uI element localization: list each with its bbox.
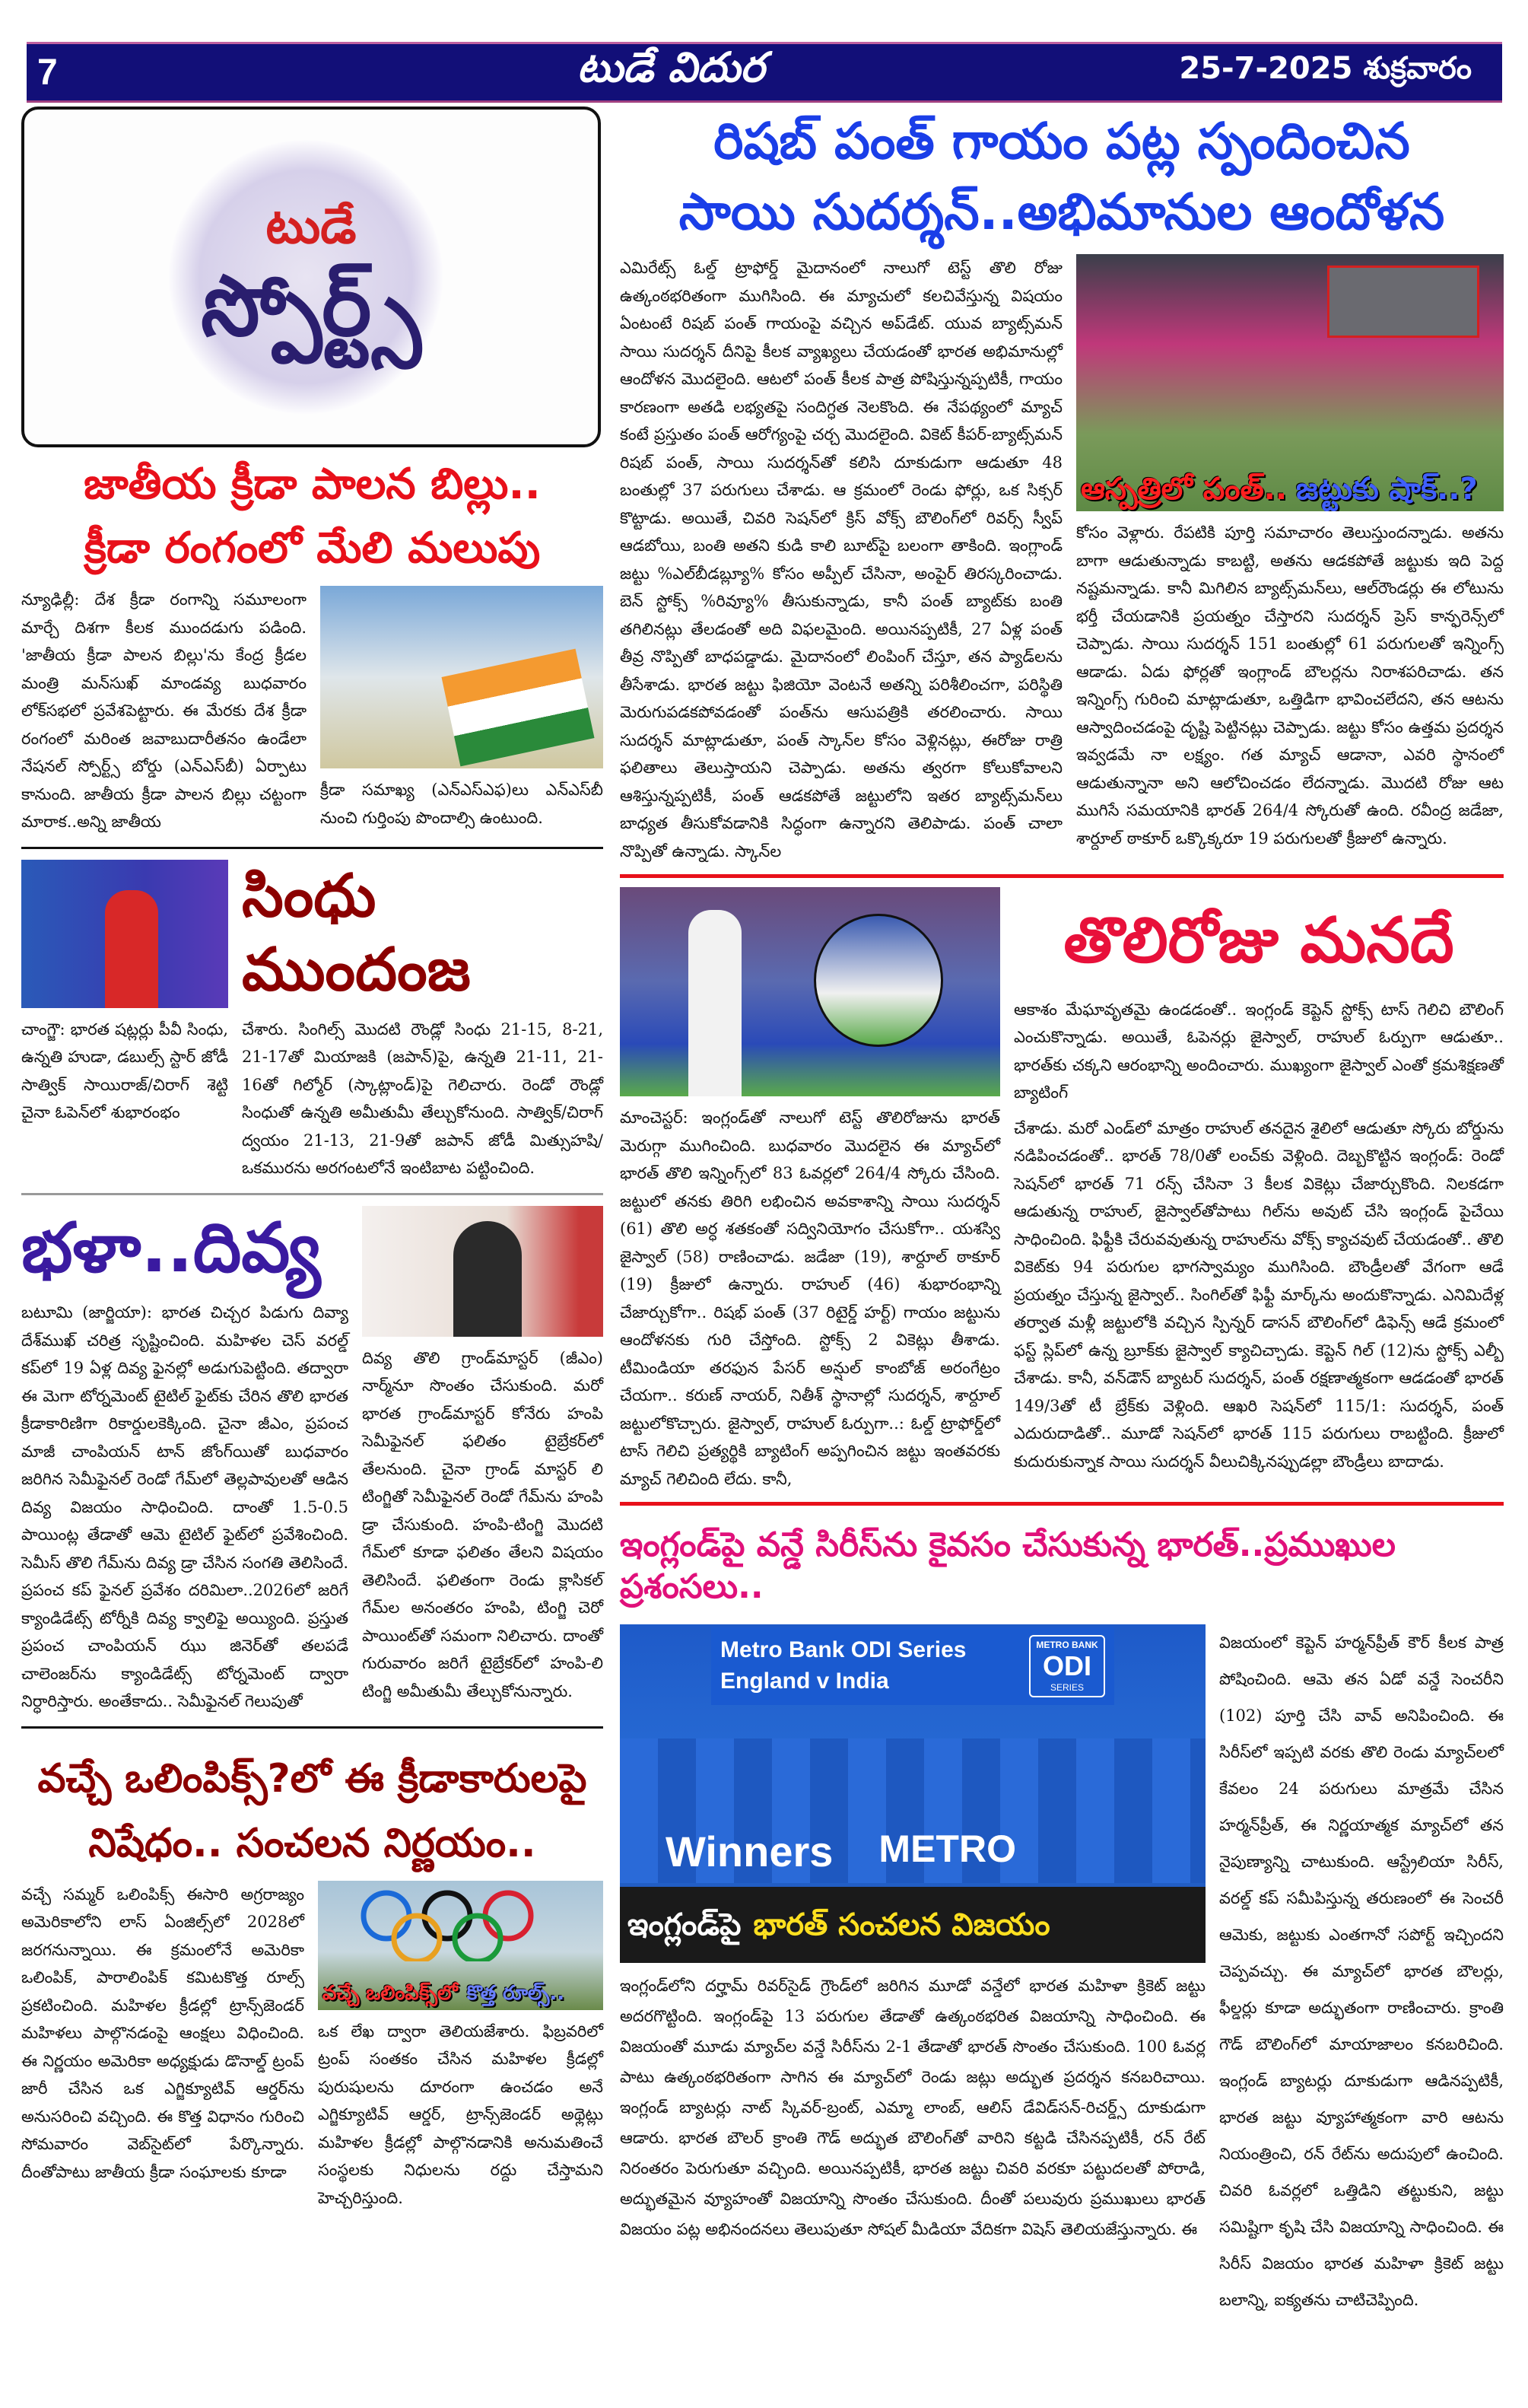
photo-caption-blue: జట్టుకు షాక్..? (1296, 472, 1478, 507)
odi-article (620, 1624, 1504, 2318)
sindhu-photo (21, 860, 228, 1008)
pant-injury-photo (1076, 254, 1504, 511)
sindhu-article (21, 860, 603, 1182)
photo-caption-blue: కొత్త రూల్స్.. (466, 1981, 565, 2005)
olympics-headline (21, 1754, 603, 1869)
divider (21, 1193, 603, 1195)
bill-article-body-continued: క్రీడా సమాఖ్య (ఎన్ఎస్ఎఫ)లు ఎన్ఎస్‌బీ నుంచి గుర్తింపు పొందాల్సి ఉంటుంది. (320, 781, 603, 827)
divya-article-body-continued: దివ్య తొలి గ్రాండ్‌మాస్టర్ (జీఎం) నార్మ్‌నూ సొంతం చేసుకుంది. మరో భారత గ్రాండ్‌మాస్టర్ కోనేరు హంపి సెమీఫైనల్ ఫలితం టైబ్రేకర్‌లో తేలనుంది. చైనా గ్రాండ్ మాస్టర్ లి టింగ్జితో సెమీఫైనల్ రెండో గేమ్‌ను హంపి డ్రా చేసుకుంది. హంపి-టింగ్జి మొదటి గేమ్‌లో కూడా ఫలితం తేలని విషయం తెలిసిందే. ఫలితంగా రెండు క్లాసికల్ గేమ్‌ల అనంతరం హంపి, టింగ్జి చెరో పాయింట్‌తో సమంగా నిలిచారు. దాంతో గురువారం జరిగే టైబ్రేకర్‌లో హంపి-లి టింగ్జి అమీతుమీ తేల్చుకోనున్నారు. (362, 1348, 603, 1700)
logo-top-text: టుడే (265, 198, 357, 255)
right-column (620, 110, 1504, 2318)
test-article-body-continued: చేశాడు. మరో ఎండ్‌లో మాత్రం రాహుల్ తనదైన శైలిలో ఆడుతూ స్కోరు బోర్డును నడిపించడంతో.. భారత్ 78/0తో లంచ్‌కు వెళ్లింది. దెబ్బకొట్టిన ఇంగ్లండ్: రెండో సెషన్‌లో భారత్ 71 రన్స్ చేసినా 3 కీలక వికెట్లు చేజార్చుకొంది. నిలకడగా ఆడుతున్న రాహుల్, జైస్వాల్‌తోపాటు గిల్‌ను అవుట్ చేసి ఇంగ్లండ్ పైచేయి సాధించింది. ఫిఫ్టీకి చేరువవుతున్న రాహుల్‌ను వోక్స్ క్యాచవుట్ చేయడంతో.. తొలి వికెట్‌కు 94 పరుగుల భాగస్వామ్యం ముగిసింది. బౌండ్రీలతో వేగంగా ఆడే ప్రయత్నం చేస్తున్న జైస్వాల్.. సింగిల్‌తో ఫిఫ్టీ మార్క్‌ను అందుకొన్నాడు. ఎనిమిదేళ్ల తర్వాత మళ్లీ జట్టులోకి వచ్చిన స్పిన్నర్ డాసన్ బౌలింగ్‌లో డిఫెన్స్ ఆడే క్రమంలో ఫస్ట్ స్లిప్‌లో ఉన్న బ్రూక్‌కు జైస్వాల్ క్యాచిచ్చాడు. కెప్టెన్ గిల్ (12)ను స్టోక్స్ ఎల్బీ చేశాడు. కానీ, వన్‌డౌన్ బ్యాటర్ సుదర్శన్, పంత్ రక్షణాత్మకంగా ఆడడంతో భారత్ 149/3తో టీ బ్రేక్‌కు వెళ్లింది. ఆఖరి సెషన్‌లో 115/1: సుదర్శన్, పంత్ ఎదురుదాడితో.. మూడో సెషన్‌లో భారత్ 115 పరుగులు రాబట్టింది. క్రీజులో కుదురుకున్నాక సాయి సుదర్శన్ వీలుచిక్కినప్పుడల్లా బౌండ్రీలు బాదాడు. (1014, 1118, 1504, 1471)
masthead (27, 42, 1502, 103)
olympic-rings-icon (356, 1885, 554, 1961)
photo-caption-white: ఇంగ్లండ్‌పై (627, 1907, 742, 1942)
odi-badge (1029, 1635, 1105, 1697)
today-sports-logo (21, 107, 601, 447)
inset-photo (1327, 266, 1479, 338)
photo-caption-red: ఆస్పత్రిలో పంత్.. (1081, 472, 1288, 507)
divya-article-body: బటూమి (జార్జియా): భారత చిచ్చర పిడుగు దివ్యా దేశ్‌ముఖ్ చరిత్ర సృష్టించింది. మహిళల చెస్ వరల్డ్ కప్‌లో 19 ఏళ్ల దివ్య ఫైనల్లో అడుగుపెట్టింది. తద్వారా ఈ మెగా టోర్నమెంట్ టైటిల్ ఫైట్‌కు చేరిన తొలి భారత క్రీడాకారిణిగా రికార్డులకెక్కింది. చైనా జీఎం, ప్రపంచ మాజీ చాంపియన్ టాన్ జోంగ్‌యితో బుధవారం జరిగిన సెమీఫైనల్ రెండో గేమ్‌లో తెల్లపావులతో ఆడిన దివ్య విజయం సాధించింది. దాంతో 1.5-0.5 పాయింట్ల తేడాతో ఆమె టైటిల్ ఫైట్‌లో ప్రవేశించింది. సెమీస్ తొలి గేమ్‌ను దివ్య డ్రా చేసిన సంగతి తెలిసిందే. ప్రపంచ కప్ ఫైనల్ ప్రవేశం దరిమిలా..2026లో జరిగే క్యాండిడేట్స్ టోర్నీకి దివ్య క్వాలిఫై అయ్యింది. ప్రస్తుత ప్రపంచ చాంపియన్ ఝు జినెర్‌తో తలపడే చాలెంజర్‌ను క్యాండిడేట్స్ టోర్నమెంట్ ద్వారా నిర్ధారిస్తారు. అంతేకాదు.. సెమీఫైనల్ గెలుపుతో (21, 1303, 348, 1710)
winners-text: Winners (666, 1827, 834, 1875)
left-column (21, 107, 603, 2212)
odi-article-body: ఇంగ్లండ్‌లోని దర్హామ్ రివర్‌సైడ్ గ్రౌండ్‌లో జరిగిన మూడో వన్డేలో భారత మహిళా క్రికెట్ జట్టు అదరగొట్టింది. ఇంగ్లండ్‌పై 13 పరుగుల తేడాతో ఉత్కంఠభరిత విజయాన్ని సాధించింది. ఈ విజయంతో మూడు మ్యాచ్‌ల వన్డే సిరీస్‌ను 2-1 తేడాతో భారత్ సొంతం చేసుకుంది. 100 ఓవర్ల పాటు ఉత్కంఠభరితంగా సాగిన ఈ మ్యాచ్‌లో రెండు జట్లు అద్భుత ప్రదర్శన కనబరిచాయి. ఇంగ్లండ్ బ్యాటర్లు నాట్ స్కివర్-బ్రంట్, ఎమ్మా లాంబ్, ఆలిస్ డేవిడ్‌సన్-రిచర్డ్స్ దూకుడుగా ఆడారు. భారత బౌలర్ క్రాంతి గౌడ్ అద్భుత బౌలింగ్‌తో వారిని కట్టడి చేసినప్పటికీ, రన్ రేట్ నిరంతరం పెరుగుతూ వచ్చింది. అయినప్పటికీ, భారత జట్టు చివరి వరకూ పట్టుదలతో పోరాడి, అద్భుతమైన వ్యూహంతో విజయాన్ని సొంతం చేసుకుంది. దీంతో పలువురు ప్రముఖులు భారత్ విజయం పట్ల అభినందనలు తెలుపుతూ సోషల్ మీడియా వేదికగా విషెస్ తెలియజేస్తున్నారు. ఈ (620, 1977, 1206, 2238)
olympic-rings-photo (318, 1881, 603, 2010)
divya-article (21, 1206, 603, 1716)
pant-article-body-continued: కోసం వెళ్లారు. రేపటికి పూర్తి సమాచారం తెలుస్తుందన్నాడు. అతను బాగా ఆడుతున్నాడు కాబట్టి, అతను ఆడకపోతే జట్టుకు ఇది పెద్ద నష్టమన్నాడు. కానీ మిగిలిన బ్యాట్స్‌మన్‌లు, ఆల్‌రౌండర్లు ఈ లోటును భర్తీ చేయడానికి ప్రయత్నం చేస్తారని సుదర్శన్ ప్రెస్ కాన్ఫరెన్స్‌లో చెప్పాడు. సాయి సుదర్శన్ 151 బంతుల్లో 61 పరుగులతో ఇన్నింగ్స్ ఆడాడు. ఏడు ఫోర్లతో ఇంగ్లాండ్ బౌలర్లను నిరాశపరిచాడు. తన ఇన్నింగ్స్ గురించి మాట్లాడుతూ, ఒత్తిడిగా భావించలేదని, తన ఆటను ఆస్వాదించడంపై దృష్టి పెట్టినట్లు చెప్పాడు. జట్టు కోసం ఉత్తమ ప్రదర్శన ఇవ్వడమే నా లక్ష్యం. గత మ్యాచ్ ఆడానా, ఎవరి స్థానంలో ఆడుతున్నానా అని ఆలోచించడం లేదన్నాడు. మొదటి రోజు ఆట ముగిసే సమయానికి భారత్ 264/4 స్కోరుతో ఉంది. రవీంద్ర జడేజా, శార్దూల్ ఠాకూర్ ఒక్కొక్కరూ 19 పరుగులతో క్రీజులో ఉన్నారు. (1076, 523, 1504, 848)
divya-headline: భళా..దివ్య (21, 1207, 321, 1288)
photo-caption-red: వచ్చే ఒలింపిక్స్‌లో (322, 1981, 458, 2005)
test-headline: తొలిరోజు మనదే (1063, 905, 1454, 977)
olympics-article (21, 1881, 603, 2212)
red-divider (620, 1502, 1504, 1506)
logo-main-text: స్పోర్ట్స్ (201, 257, 421, 355)
player-figure (105, 890, 158, 1008)
series-banner (711, 1627, 1114, 1705)
headline-line: సాయి సుదర్శన్..అభిమానుల ఆందోళన (678, 182, 1445, 241)
test-article-intro: ఆకాశం మేఘావృతమై ఉండడంతో.. ఇంగ్లండ్ కెప్టెన్ స్టోక్స్ టాస్ గెలిచి బౌలింగ్ ఎంచుకొన్నాడు. అయితే, ఓపెనర్లు జైస్వాల్, రాహుల్ ఓర్పుగా ఆడుతూ.. భారత్‌కు చక్కని ఆరంభాన్ని అందించారు. ముఖ్యంగా జైస్వాల్ ఎంతో క్రమశిక్షణతో బ్యాటింగ్ (1014, 1000, 1504, 1102)
page-number: 7 (37, 52, 58, 93)
paper-name: టుడే విదుర (577, 43, 765, 91)
test-match-photo (620, 887, 1000, 1096)
divider (21, 1726, 603, 1729)
winners-board (666, 1828, 1016, 1875)
flag-photo (320, 586, 603, 768)
headline-line: క్రీడా రంగంలో మేలి మలుపు (84, 523, 541, 573)
odi-article-body-right: విజయంలో కెప్టెన్ హర్మన్‌ప్రీత్ కౌర్ కీలక పాత్ర పోషించింది. ఆమె తన ఏడో వన్డే సెంచరీని (102) పూర్తి చేసి వావ్ అనిపించింది. ఈ సిరీస్‌లో ఇప్పటి వరకు తొలి రెండు మ్యాచ్‌లలో కేవలం 24 పరుగులు మాత్రమే చేసిన హర్మన్‌ప్రీత్, ఈ నిర్ణయాత్మక మ్యాచ్‌లో తన నైపుణ్యాన్ని చాటుకుంది. ఆస్ట్రేలియా సిరీస్, వరల్డ్ కప్ సమీపిస్తున్న తరుణంలో ఈ సెంచరీ ఆమెకు, జట్టుకు ఎంతగానో సపోర్ట్ ఇచ్చిందని చెప్పవచ్చు. ఈ మ్యాచ్‌లో భారత బౌలర్లు, ఫీల్డర్లు కూడా అద్భుతంగా రాణించారు. క్రాంతి గౌడ్ బౌలింగ్‌లో మాయాజాలం కనబరిచింది. ఇంగ్లండ్ బ్యాటర్లు దూకుడుగా ఆడినప్పటికీ, భారత జట్టు వ్యూహాత్మకంగా వారి ఆటను నియంత్రించి, రన్ రేట్‌ను అదుపులో ఉంచింది. చివరి ఓవర్లలో ఒత్తిడిని తట్టుకుని, జట్టు సమిష్టిగా కృషి చేసి విజయాన్ని సాధించింది. ఈ సిరీస్ విజయం భారత మహిళా క్రికెట్ జట్టు బలాన్ని, ఐక్యతను చాటిచెప్పింది. (1219, 1633, 1504, 2309)
india-flag-icon (441, 649, 594, 767)
pant-article (620, 254, 1504, 865)
sindhu-article-body: చాంగ్జౌ: భారత షట్లర్లు పీవీ సింధు, ఉన్నతి హుడా, డబుల్స్ స్టార్ జోడీ సాత్విక్ సాయిరాజ్/చిరాగ్ శెట్టి చైనా ఓపెన్‌లో శుభారంభం (21, 1020, 228, 1121)
test-article-body: మాంచెస్టర్: ఇంగ్లండ్‌తో నాలుగో టెస్ట్ తొలిరోజును భారత్ మెరుగ్గా ముగించింది. బుధవారం మొదలైన ఈ మ్యాచ్‌లో భారత్ తొలి ఇన్నింగ్స్‌లో 83 ఓవర్లలో 264/4 స్కోరు చేసింది. జట్టులో తనకు తిరిగి లభించిన అవకాశాన్ని సాయి సుదర్శన్ (61) తొలి అర్ధ శతకంతో సద్వినియోగం చేసుకోగా.. యశస్వి జైస్వాల్ (58) రాణించాడు. జడేజా (19), శార్దూల్ ఠాకూర్ (19) క్రీజులో ఉన్నారు. రాహుల్ (46) శుభారంభాన్ని చేజార్చుకోగా.. రిషభ్ పంత్ (37 రిటైర్డ్ హర్ట్) గాయం జట్టును ఆందోళనకు గురి చేస్తోంది. స్టోక్స్ 2 వికెట్లు తీశాడు. టీమిండియా తరఫున పేసర్ అన్షుల్ కాంబోజ్ అరంగేట్రం చేయగా.. కరుణ్ నాయర్, నితీశ్ స్థానాల్లో సుదర్శన్, శార్దూల్ జట్టులోకొచ్చారు. జైస్వాల్, రాహుల్ ఓర్పుగా..: ఓల్డ్ ట్రాఫోర్డ్‌లో టాస్ గెలిచి ప్రత్యర్థికి బ్యాటింగ్ అప్పగించిన జట్టు ఇంతవరకు మ్యాచ్ గెలిచింది లేదు. కానీ, (620, 1109, 1000, 1488)
sindhu-article-body-continued: చేశారు. సింగిల్స్ మొదటి రౌండ్లో సింధు 21-15, 8-21, 21-17తో మియాజకి (జపాన్)పై, ఉన్నతి 21-11, 21-16తో గిల్మోర్ (స్కాట్లాండ్)పై గెలిచారు. రెండో రౌండ్లో సింధుతో ఉన్నతి అమీతుమీ తేల్చుకోనుంది. సాత్విక్/చిరాగ్ ద్వయం 21-13, 21-9తో జపాన్ జోడీ మిత్సుహషి/ఒకమురను అరగంటలోనే ఇంటిబాట పట్టించింది. (242, 1020, 603, 1177)
inset-circle-photo (814, 914, 943, 1047)
test-article (620, 887, 1504, 1493)
olympics-article-body-continued: ఒక లేఖ ద్వారా తెలియజేశారు. ఫిబ్రవరిలో ట్రంప్ సంతకం చేసిన మహిళల క్రీడల్లో పురుషులను దూరంగా ఉంచడం అనే ఎగ్జిక్యూటివ్ ఆర్డర్, ట్రాన్స్‌జెండర్ అథ్లెట్లు మహిళల క్రీడల్లో పాల్గొనడానికి అనుమతించే సంస్థలకు నిధులను రద్దు చేస్తామని హెచ్చరిస్తుంది. (318, 2022, 603, 2207)
olympics-article-body: వచ్చే సమ్మర్ ఒలింపిక్స్ ఈసారి అగ్రరాజ్యం అమెరికాలోని లాస్ ఏంజిల్స్‌లో 2028లో జరగనున్నాయి. ఈ క్రమంలోనే అమెరికా ఒలింపిక్, పారాలింపిక్ కమిటకొత్త రూల్స్ ప్రకటించింది. మహిళల క్రీడల్లో ట్రాన్స్‌జెండర్ మహిళలు పాల్గొనడంపై ఆంక్షలు విధించింది. ఈ నిర్ణయం అమెరికా అధ్యక్షుడు డొనాల్డ్ ట్రంప్ జారీ చేసిన ఒక ఎగ్జిక్యూటివ్ ఆర్డర్‌ను అనుసరించి వచ్చింది. ఈ కొత్త విధానం గురించి సోమవారం వెబ్‌సైట్‌లో పేర్కొన్నారు. దీంతోపాటు జాతీయ క్రీడా సంఘాలకు కూడా (21, 1885, 304, 2181)
issue-date: 25-7-2025 శుక్రవారం (1179, 51, 1472, 86)
pant-article-body: ఎమిరేట్స్ ఓల్డ్ ట్రాఫోర్డ్ మైదానంలో నాలుగో టెస్ట్ తొలి రోజు ఉత్కంఠభరితంగా ముగిసింది. ఈ మ్యాచులో కలచివేస్తున్న విషయం ఏంటంటే రిషబ్ పంత్ గాయంపై వచ్చిన అప్‌డేట్. యువ బ్యాట్స్‌మన్ సాయి సుదర్శన్ దీనిపై కీలక వ్యాఖ్యలు చేయడంతో భారత అభిమానుల్లో ఆందోళన మొదలైంది. ఆటలో పంత్ కీలక పాత్ర పోషిస్తున్నప్పటికీ, గాయం కారణంగా అతడి లభ్యతపై సందిగ్ధత నెలకొంది. ఈ నేపథ్యంలో మ్యాచ్ కంటే ప్రస్తుతం పంత్ ఆరోగ్యంపై చర్చ మొదలైంది. వికెట్ కీపర్-బ్యాట్స్‌మన్ రిషబ్ పంత్, సాయి సుదర్శన్‌తో కలిసి దూకుడుగా ఆడుతూ 48 బంతుల్లో 37 పరుగులు చేశాడు. ఆ క్రమంలో రెండు ఫోర్లు, ఒక సిక్సర్ కొట్టాడు. అయితే, చివరి సెషన్‌లో క్రిస్ వోక్స్ బౌలింగ్‌లో రివర్స్ స్వీప్ ఆడబోయి, బంతి అతని కుడి కాలి బూట్‌పై బలంగా తాకింది. ఇంగ్లాండ్ జట్టు %ఎల్‌బీడబ్ల్యూ% కోసం అప్పీల్ చేసినా, అంపైర్ తిరస్కరించాడు. బెన్ స్టోక్స్ %రివ్యూ% తీసుకున్నాడు, కానీ పంత్ బ్యాట్‌కు బంతి తగిలినట్లు తేలడంతో అది విఫలమైంది. అయినప్పటికీ, 27 ఏళ్ల పంత్ తీవ్ర నొప్పితో బాధపడ్డాడు. మైదానంలో లింపింగ్ చేస్తూ, తన ప్యాడ్‌లను తీసేశాడు. భారత జట్టు ఫిజియో వెంటనే అతన్ని పరిశీలించగా, పరిస్థితి మెరుగుపడకపోవడంతో పంత్‌ను ఆసుపత్రికి తరలించారు. సాయి సుదర్శన్ మాట్లాడుతూ, పంత్ స్కాన్‌ల కోసం వెళ్లినట్లు, ఈరోజు రాత్రి ఫలితాలు తెలుస్తాయని చెప్పాడు. అతను త్వరగా కోలుకోవాలని ఆశిస్తున్నప్పటికీ, పంత్ ఆడకపోతే జట్టులోని ఇతర బ్యాట్స్‌మన్‌లు బాధ్యత తీసుకోవడానికి సిద్ధంగా ఉన్నారని తెలిపాడు. పంత్ చాలా నొప్పితో ఉన్నాడు. స్కాన్‌ల (620, 259, 1063, 860)
divya-photo (362, 1206, 603, 1337)
badge-bottom: SERIES (1050, 1682, 1084, 1693)
photo-caption (1081, 472, 1499, 507)
bill-headline (21, 458, 603, 575)
divider (21, 847, 603, 849)
badge-top: METRO BANK (1036, 1640, 1098, 1650)
banner-subtitle: England v India (720, 1668, 889, 1694)
headline-line: నిషేధం.. సంచలన నిర్ణయం.. (88, 1820, 536, 1866)
person-figure (453, 1221, 522, 1337)
headline-line: రిషబ్ పంత్ గాయం పట్ల స్పందించిన (713, 112, 1410, 170)
red-divider (620, 874, 1504, 878)
sindhu-headline: సింధు ముందంజ (242, 861, 471, 1004)
banner-title: Metro Bank ODI Series (720, 1637, 967, 1662)
headline-line: వచ్చే ఒలింపిక్స్?లో ఈ క్రీడాకారులపై (37, 1755, 587, 1802)
badge-main: ODI (1042, 1650, 1091, 1681)
headline-line: జాతీయ క్రీడా పాలన బిల్లు.. (84, 460, 541, 509)
bill-article-body: న్యూఢిల్లీ: దేశ క్రీడా రంగాన్ని సమూలంగా మార్చే దిశగా కీలక ముందడుగు పడింది. 'జాతీయ క్రీడా పాలన బిల్లు'ను కేంద్ర క్రీడల మంత్రి మన్‌సుఖ్ మాండవ్య బుధవారం లోక్‌సభలో ప్రవేశపెట్టారు. ఈ మేరకు దేశ క్రీడా రంగంలో మరింత జవాబుదారీతనం ఉండేలా నేషనల్ స్పోర్ట్స్ బోర్డు (ఎన్ఎస్‌బీ) ఏర్పాటు కానుంది. జాతీయ క్రీడా పాలన బిల్లు చట్టంగా మారాక..అన్ని జాతీయ (21, 590, 307, 831)
bill-article (21, 586, 603, 836)
odi-winners-photo (620, 1624, 1206, 1963)
photo-caption-yellow: భారత్ సంచలన విజయం (753, 1907, 1050, 1942)
pant-headline (620, 110, 1504, 243)
photo-caption (322, 1983, 599, 2006)
batter-figure (688, 910, 742, 1096)
odi-headline: ఇంగ్లండ్‌పై వన్డే సిరీస్‌ను కైవసం చేసుకున్న భారత్..ప్రముఖుల ప్రశంసలు.. (620, 1525, 1396, 1606)
caption-strip (620, 1887, 1206, 1963)
metro-text: METRO (878, 1827, 1016, 1870)
